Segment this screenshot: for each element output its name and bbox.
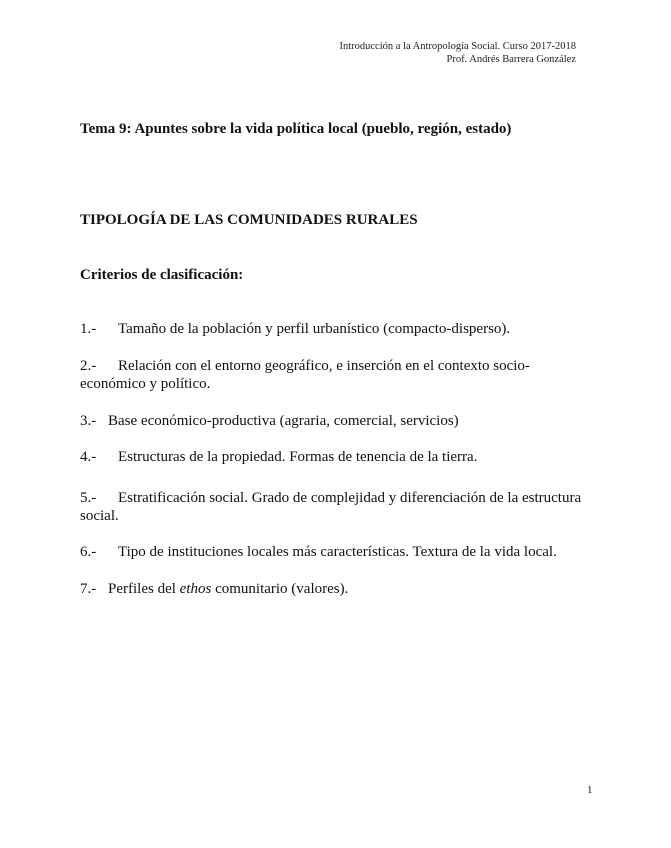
list-item-number: 4.- xyxy=(80,449,97,465)
list-item xyxy=(80,357,595,393)
list-item-emphasis: ethos xyxy=(179,581,212,597)
list-item xyxy=(80,448,595,466)
list-item-text: Relación con el entorno geográfico, e inserción en el contexto socio-económico y político. xyxy=(80,358,530,392)
list-item-text: Tamaño de la población y perfil urbanístico (compacto-disperso). xyxy=(118,321,511,337)
list-item-text: Estratificación social. Grado de complejidad y diferenciación de la estructura social. xyxy=(80,490,582,524)
header-professor-line: Prof. Andrés Barrera González xyxy=(446,54,576,65)
topic-title: Tema 9: Apuntes sobre la vida política local (pueblo, región, estado) xyxy=(80,121,512,137)
list-item-number: 7.- xyxy=(80,581,97,597)
list-item xyxy=(80,320,595,338)
list-item-text: Tipo de instituciones locales más características. Textura de la vida local. xyxy=(118,544,557,560)
list-item-text: Base económico-productiva (agraria, comercial, servicios) xyxy=(108,413,459,429)
list-item xyxy=(80,489,600,525)
section-title: TIPOLOGÍA DE LAS COMUNIDADES RURALES xyxy=(80,212,418,228)
list-item-text: Estructuras de la propiedad. Formas de tenencia de la tierra. xyxy=(118,449,478,465)
list-item-number: 6.- xyxy=(80,544,97,560)
header-course-line: Introducción a la Antropología Social. Curso 2017-2018 xyxy=(339,41,576,52)
list-item-number: 5.- xyxy=(80,490,97,506)
list-item-number: 1.- xyxy=(80,321,97,337)
criteria-heading: Criterios de clasificación: xyxy=(80,267,244,283)
list-item xyxy=(80,543,595,561)
page-number: 1 xyxy=(587,784,593,796)
page-header xyxy=(339,40,576,66)
list-item-number: 2.- xyxy=(80,358,97,374)
list-item xyxy=(80,580,595,598)
list-item-text-after: comunitario (valores). xyxy=(211,581,349,597)
list-item xyxy=(80,412,595,430)
list-item-text-before: Perfiles del xyxy=(108,581,180,597)
list-item-number: 3.- xyxy=(80,413,97,429)
